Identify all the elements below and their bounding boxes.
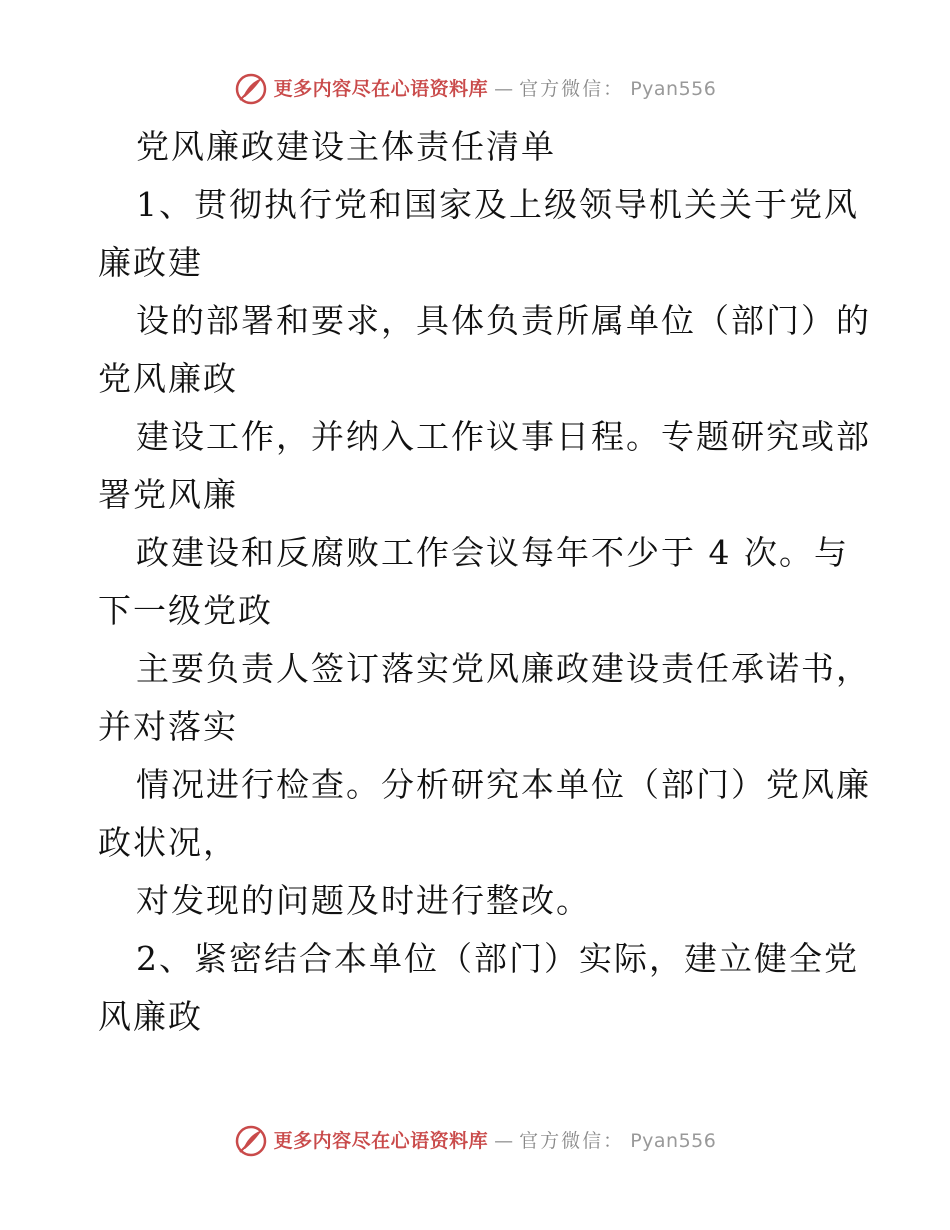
document-line: 党风廉政 — [98, 359, 238, 398]
header-watermark — [0, 72, 950, 106]
document-line: 并对落实 — [98, 707, 238, 746]
watermark-dash: — — [494, 78, 514, 100]
document-line: 政建设和反腐败工作会议每年不少于 4 次。与 — [136, 533, 849, 572]
watermark-main-text: 更多内容尽在心语资料库 — [273, 1130, 489, 1152]
document-line: 风廉政 — [98, 997, 203, 1036]
document-line: 下一级党政 — [98, 591, 273, 630]
document-line: 党风廉政建设主体责任清单 — [136, 127, 556, 166]
watermark-dash: — — [494, 1130, 514, 1152]
document-line: 署党风廉 — [98, 475, 238, 514]
feather-logo-icon — [234, 72, 268, 106]
watermark-sub-text: 官方微信： — [519, 1130, 625, 1152]
watermark-main-text: 更多内容尽在心语资料库 — [273, 78, 489, 100]
watermark-wechat-id: Pyan556 — [630, 1130, 717, 1152]
document-line: 建设工作，并纳入工作议事日程。专题研究或部 — [136, 417, 871, 456]
document-line: 情况进行检查。分析研究本单位（部门）党风廉 — [136, 765, 871, 804]
feather-logo-icon — [234, 1124, 268, 1158]
document-line: 政状况， — [98, 823, 238, 862]
document-line: 1、贯彻执行党和国家及上级领导机关关于党风 — [136, 185, 859, 224]
document-line: 2、紧密结合本单位（部门）实际，建立健全党 — [136, 939, 859, 978]
watermark-sub-text: 官方微信： — [519, 78, 625, 100]
document-line: 主要负责人签订落实党风廉政建设责任承诺书， — [136, 649, 871, 688]
footer-watermark — [0, 1124, 950, 1158]
document-line: 设的部署和要求，具体负责所属单位（部门）的 — [136, 301, 871, 340]
document-line: 对发现的问题及时进行整改。 — [136, 881, 591, 920]
watermark-wechat-id: Pyan556 — [630, 78, 717, 100]
document-line: 廉政建 — [98, 243, 203, 282]
document-body — [98, 118, 898, 1046]
